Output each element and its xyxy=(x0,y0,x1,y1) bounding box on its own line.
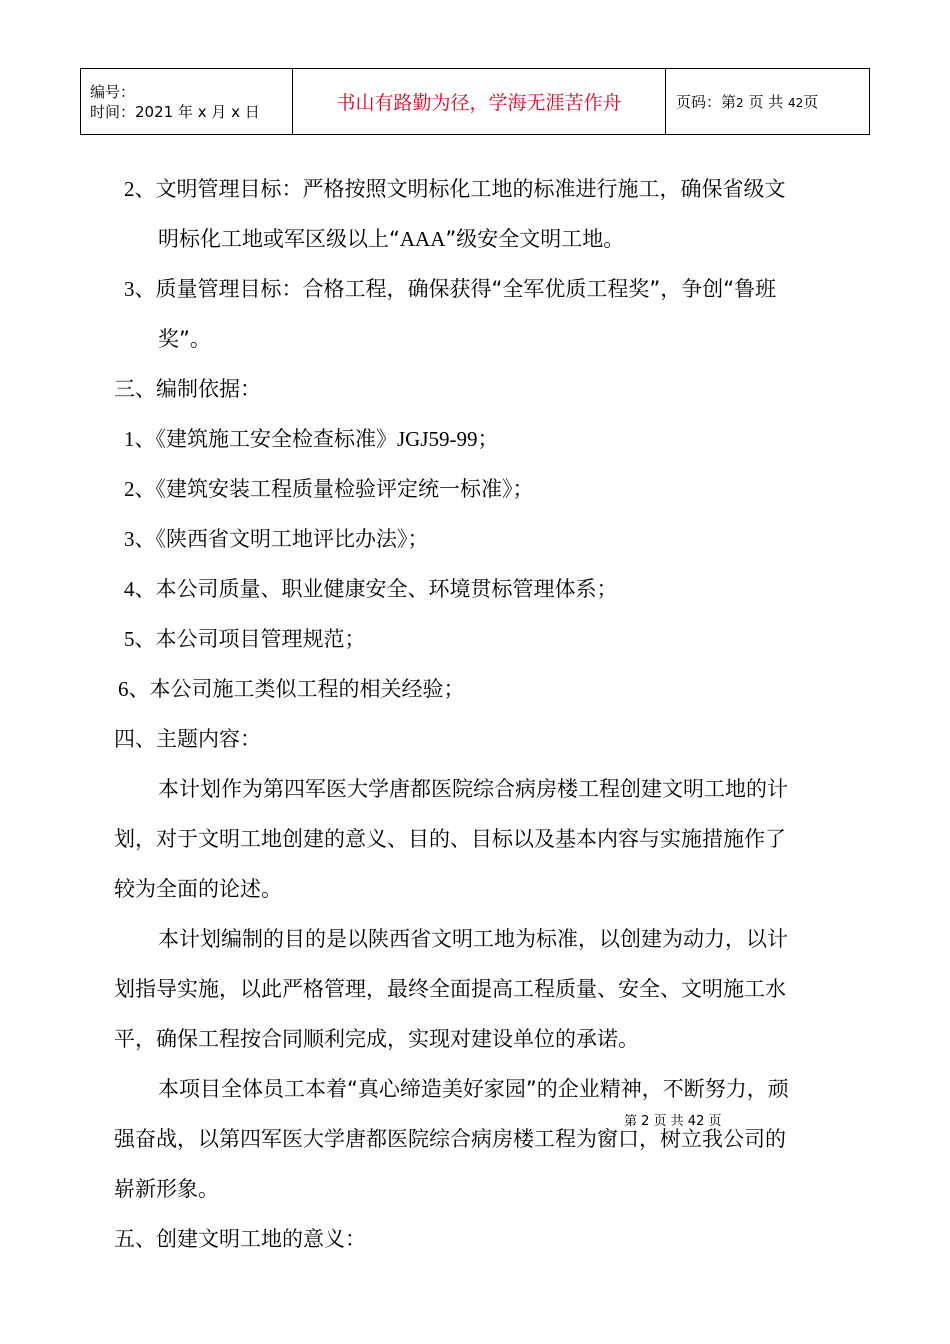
paragraph-2-line-1: 本计划编制的目的是以陕西省文明工地为标准，以创建为动力，以计 xyxy=(158,927,788,951)
header-meta xyxy=(81,69,293,135)
paragraph-1-line-2: 划，对于文明工地创建的意义、目的、目标以及基本内容与实施措施作了 xyxy=(114,827,786,851)
basis-item-1 xyxy=(124,425,499,453)
list-number: 6、 xyxy=(118,677,150,701)
text-run: 明标化工地或军区级以上“ xyxy=(158,227,400,251)
goal-2-line-2 xyxy=(158,225,624,253)
section-5-title: 五、创建文明工地的意义： xyxy=(114,1227,366,1251)
text-run: ”级安全文明工地。 xyxy=(445,227,625,251)
goal-3-line-2: 奖”。 xyxy=(158,327,211,351)
list-number: 3、 xyxy=(124,277,156,301)
header-page-number xyxy=(666,69,870,135)
text-run: AAA xyxy=(399,227,446,251)
page-footer-mark: 第 2 页 共 42 页 xyxy=(624,1114,722,1129)
list-text: 《陕西省文明工地评比办法》； xyxy=(155,527,429,551)
paragraph-3-line-3: 崭新形象。 xyxy=(114,1177,219,1201)
paragraph-3-line-1: 本项目全体员工本着“真心缔造美好家园”的企业精神，不断努力，顽 xyxy=(158,1077,789,1101)
page-prefix: 页码：第 xyxy=(676,93,737,111)
list-text: 质量管理目标：合格工程，确保获得“全军优质工程奖”，争创“鲁班 xyxy=(155,277,777,301)
list-number: 2、 xyxy=(124,477,156,501)
paragraph-1-line-1: 本计划作为第四军医大学唐都医院综合病房楼工程创建文明工地的计 xyxy=(158,777,788,801)
text-run: ； xyxy=(477,427,499,451)
paragraph-1-line-3: 较为全面的论述。 xyxy=(114,877,282,901)
list-text: 本公司项目管理规范； xyxy=(155,627,366,651)
list-number: 2、 xyxy=(124,177,156,201)
header-motto: 书山有路勤为径，学海无涯苦作舟 xyxy=(293,69,666,135)
page-mid: 页 共 xyxy=(748,93,784,111)
paragraph-2-line-3: 平，确保工程按合同顺利完成，实现对建设单位的承诺。 xyxy=(114,1027,639,1051)
paragraph-2-line-2: 划指导实施，以此严格管理，最终全面提高工程质量、安全、文明施工水 xyxy=(114,977,786,1001)
paragraph-3-line-2: 强奋战，以第四军医大学唐都医院综合病房楼工程为窗口，树立我公司的 xyxy=(114,1127,786,1151)
basis-item-3 xyxy=(124,525,429,553)
list-number: 3、 xyxy=(124,527,156,551)
page-suffix: 页 xyxy=(803,93,819,111)
list-number: 5、 xyxy=(124,627,156,651)
text-run: JGJ59-99 xyxy=(397,427,478,451)
list-text: 《建筑安装工程质量检验评定统一标准》； xyxy=(155,477,534,501)
number-label: 编号： xyxy=(90,82,136,101)
goal-3-line-1 xyxy=(124,275,776,303)
basis-item-6 xyxy=(118,675,465,703)
list-text: 本公司质量、职业健康安全、环境贯标管理体系； xyxy=(155,577,618,601)
page-total: 42 xyxy=(788,96,804,110)
page-current: 2 xyxy=(736,96,744,110)
basis-item-2 xyxy=(124,475,534,503)
page-header xyxy=(80,68,870,135)
list-text: 文明管理目标：严格按照文明标化工地的标准进行施工，确保省级文 xyxy=(155,177,786,201)
basis-item-5 xyxy=(124,625,366,653)
list-number: 4、 xyxy=(124,577,156,601)
section-3-title: 三、编制依据： xyxy=(114,377,261,401)
goal-2-line-1 xyxy=(124,175,786,203)
basis-item-4 xyxy=(124,575,618,603)
text-run: 《建筑施工安全检查标准》 xyxy=(155,427,397,451)
time-label: 时间：2021 年 x 月 x 日 xyxy=(90,102,260,121)
section-4-title: 四、主题内容： xyxy=(114,727,261,751)
list-text: 本公司施工类似工程的相关经验； xyxy=(149,677,465,701)
list-number: 1、 xyxy=(124,427,156,451)
